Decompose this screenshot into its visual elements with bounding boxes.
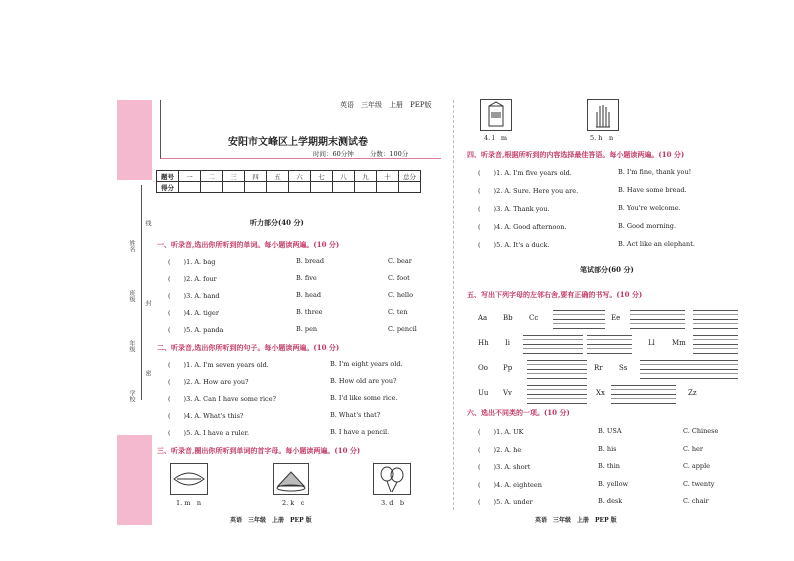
letter-pair: Cc [529, 314, 539, 322]
s1-option-a: ( )3. A. hand [168, 292, 220, 300]
letter-pair: Rr [594, 364, 603, 372]
writing-line [587, 344, 632, 354]
s1-option-b: B. bread [296, 257, 325, 265]
score-header-cell: 十 [377, 171, 399, 182]
s1-option-b: B. pen [296, 325, 318, 333]
score-header-cell: 三 [223, 171, 245, 182]
balloons-picture [373, 463, 411, 495]
writing-line [640, 369, 738, 379]
section-3-title: 三、听录音,圈出你所听到单词的首字母。每小题读两遍。(10 分) [157, 446, 361, 455]
s3-caption-2: 2. k c [282, 499, 305, 507]
score-cell [311, 182, 333, 193]
letter-pair: Oo [478, 364, 488, 372]
s4-option-a: ( )4. A. Good afternoon. [478, 223, 567, 231]
writing-line [630, 319, 685, 329]
s2-option-a: ( )2. A. How are you? [168, 378, 249, 386]
s2-option-b: B. I'd like some rice. [330, 394, 398, 402]
s2-option-b: B. How old are you? [330, 377, 397, 385]
margin-tab-top [117, 100, 152, 180]
score-cell [267, 182, 289, 193]
hand-picture [587, 99, 619, 131]
section-2-title: 二、听录音,选出你所听到的句子。每小题读两遍。(10 分) [157, 343, 340, 352]
sidebar-school-label: 学校 [128, 390, 135, 402]
letter-pair: Zz [688, 389, 697, 397]
page-title: 安阳市文峰区上学期期末测试卷 [228, 137, 368, 148]
writing-line [611, 394, 676, 404]
s6-option-b: B. USA [598, 427, 622, 435]
s6-option-c: C. her [683, 444, 704, 453]
s6-option-b: B. his [598, 444, 617, 453]
score-cell [289, 182, 311, 193]
written-part-title: 笔试部分(60 分) [580, 265, 634, 274]
writing-line [693, 344, 738, 354]
sidebar-seal-word: 封 [144, 300, 151, 306]
s1-option-c: C. pencil [388, 325, 417, 333]
s3-caption-3: 3. d b [381, 499, 405, 507]
letter-pair: Vv [503, 389, 513, 397]
milk-carton-picture [480, 99, 512, 131]
s4-option-b: B. Have some bread. [618, 186, 687, 194]
letter-pair: Ll [648, 339, 655, 347]
s3-caption-1: 1. m n [176, 499, 202, 507]
header-subject-grade: 英语 三年级 上册 PEP版 [340, 101, 432, 109]
lips-picture [170, 463, 208, 495]
s1-option-a: ( )4. A. tiger [168, 309, 219, 317]
score-cell [333, 182, 355, 193]
letter-pair: Pp [503, 364, 513, 372]
s6-option-b: B. desk [598, 497, 623, 505]
score-cell [245, 182, 267, 193]
exam-time: 时间：60分钟 [313, 150, 354, 158]
s6-option-a: ( )5. A. under [478, 498, 533, 506]
s4-option-a: ( )3. A. Thank you. [478, 205, 550, 213]
score-header-cell: 四 [245, 171, 267, 182]
score-cell [355, 182, 377, 193]
score-cell [179, 182, 201, 193]
score-header-cell: 二 [201, 171, 223, 182]
letter-pair: Xx [596, 389, 605, 397]
s1-option-c: C. foot [388, 274, 410, 282]
sidebar-class-label: 班级 [128, 290, 135, 302]
score-header-cell: 总分 [399, 171, 421, 182]
score-header-cell: 题号 [157, 171, 179, 182]
s1-option-b: B. three [296, 308, 323, 316]
letter-pair: Uu [478, 389, 489, 397]
s1-option-b: B. head [296, 291, 321, 299]
s6-option-c: C. chair [683, 497, 709, 505]
letter-pair: Hh [478, 339, 489, 347]
s2-option-a: ( )4. A. What's this? [168, 412, 244, 420]
binding-line [141, 185, 142, 400]
s6-option-c: C. apple [683, 462, 710, 470]
s2-option-b: B. I have a pencil. [330, 428, 390, 436]
writing-line [693, 319, 738, 329]
s2-option-b: B. What's that? [330, 411, 381, 419]
s3-caption-5: 5. h n [590, 134, 614, 142]
letter-pair: Ss [619, 364, 628, 372]
letter-pair: Bb [503, 314, 513, 322]
s4-option-b: B. Good morning. [618, 222, 677, 230]
page-divider [453, 100, 454, 510]
sidebar-grade-label: 年级 [128, 340, 135, 352]
writing-line [527, 394, 587, 404]
s1-option-a: ( )2. A. four [168, 275, 217, 283]
s1-option-a: ( )5. A. panda [168, 326, 224, 334]
s1-option-c: C. hello [388, 291, 413, 299]
section-1-title: 一、听录音,选出你所听到的单词。每小题读两遍。(10 分) [157, 240, 340, 249]
s4-option-b: B. I'm fine, thank you! [618, 168, 692, 176]
score-cell [377, 182, 399, 193]
exam-meta [313, 149, 408, 158]
s1-option-a: ( )1. A. bag [168, 258, 216, 266]
s1-option-c: C. bear [388, 257, 412, 265]
letter-pair: Ii [505, 339, 511, 347]
s2-option-b: B. I'm eight years old. [330, 360, 403, 368]
s4-option-a: ( )2. A. Sure. Here you are. [478, 187, 579, 195]
section-4-title: 四、听录音,根据所听到的内容选择最佳答语。每小题读两遍。(10 分) [467, 150, 685, 159]
s6-option-c: C. twenty [683, 479, 715, 488]
s6-option-a: ( )4. A. eighteen [478, 480, 542, 489]
s4-option-b: B. Act like an elephant. [618, 240, 695, 248]
s1-option-c: C. ten [388, 308, 408, 316]
s2-option-a: ( )1. A. I'm seven years old. [168, 361, 269, 369]
score-header-cell: 七 [311, 171, 333, 182]
score-header-cell: 五 [267, 171, 289, 182]
exam-score: 分数：100分 [369, 150, 409, 158]
sidebar-line-word: 线 [144, 220, 151, 226]
letter-pair: Mm [672, 339, 686, 347]
s6-option-a: ( )2. A. he [478, 445, 522, 454]
listening-part-title: 听力部分(40 分) [250, 218, 304, 227]
s6-option-c: C. Chinese [683, 427, 719, 435]
writing-line [523, 344, 583, 354]
s3-caption-4: 4. l m [484, 134, 508, 142]
s6-option-a: ( )1. A. UK [478, 428, 524, 436]
section-5-title: 五、写出下列字母的左邻右舍,要有正确的书写。(10 分) [467, 290, 643, 299]
score-header-cell: 九 [355, 171, 377, 182]
writing-line [553, 319, 605, 329]
s4-option-a: ( )5. A. It's a duck. [478, 241, 550, 249]
score-cell [201, 182, 223, 193]
s4-option-a: ( )1. A. I'm five years old. [478, 169, 572, 177]
footer-right: 英语 三年级 上册 PEP 版 [535, 517, 617, 524]
score-row-label: 得分 [157, 182, 179, 193]
sidebar-mi-word: 密 [144, 370, 151, 376]
s6-option-b: B. thin [598, 462, 620, 470]
score-table [156, 170, 421, 193]
s6-option-b: B. yellow [598, 479, 629, 488]
score-header-cell: 六 [289, 171, 311, 182]
score-header-cell: 一 [179, 171, 201, 182]
section-6-title: 六、选出不同类的一项。(10 分) [467, 408, 570, 417]
cake-picture [273, 463, 309, 495]
s2-option-a: ( )3. A. Can I have some rice? [168, 395, 277, 403]
letter-pair: Ee [611, 314, 621, 322]
score-header-cell: 八 [333, 171, 355, 182]
letter-pair: Aa [478, 314, 488, 322]
footer-left: 英语 三年级 上册 PEP 版 [230, 517, 312, 524]
score-cell [223, 182, 245, 193]
s4-option-b: B. You're welcome. [618, 204, 681, 212]
sidebar-name-label: 姓名 [128, 240, 135, 252]
margin-tab-bottom [117, 435, 152, 525]
s6-option-a: ( )3. A. short [478, 463, 531, 471]
s2-option-a: ( )5. A. I have a ruler. [168, 429, 250, 437]
s1-option-b: B. five [296, 274, 317, 282]
writing-line [527, 369, 587, 379]
score-cell [399, 182, 421, 193]
